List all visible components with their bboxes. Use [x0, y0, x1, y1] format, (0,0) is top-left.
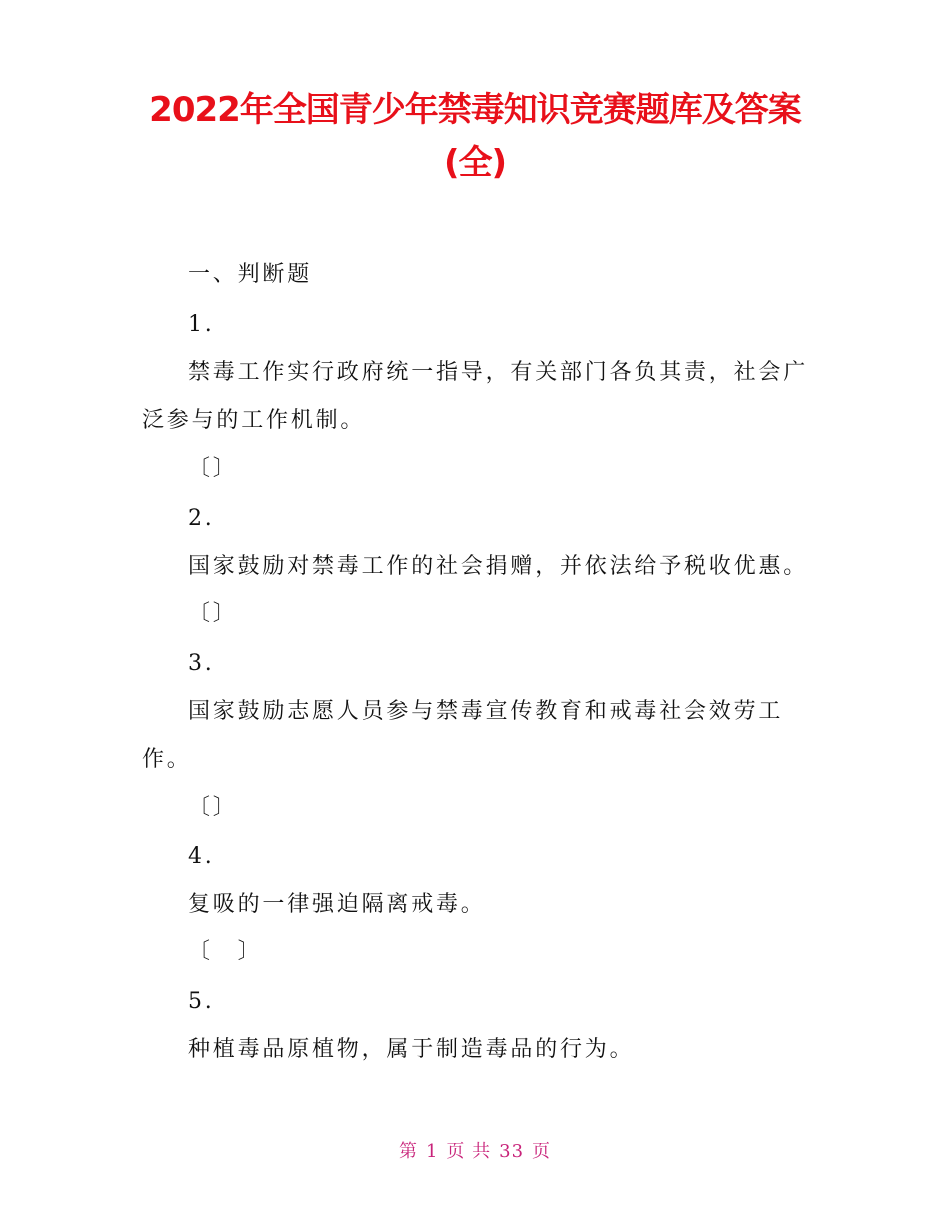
question-1-number: 1. [188, 312, 215, 337]
question-2-number: 2. [188, 506, 215, 531]
question-2-answer-bracket: 〔〕 [188, 601, 238, 626]
question-3-number: 3. [188, 651, 215, 676]
section-heading: 一、判断题 [188, 262, 313, 287]
question-2-text-line1: 国家鼓励对禁毒工作的社会捐赠，并依法给予税收优惠。 [188, 554, 809, 579]
footer-suffix: 页 [532, 1141, 552, 1162]
document-title-line1: 2022年全国青少年禁毒知识竞赛题库及答案 [149, 90, 801, 130]
question-1-text-line2: 泛参与的工作机制。 [142, 408, 366, 433]
question-5-text-line1: 种植毒品原植物，属于制造毒品的行为。 [188, 1037, 635, 1062]
page-footer [0, 1137, 950, 1163]
question-3-answer-bracket: 〔〕 [188, 795, 238, 820]
question-4-number: 4. [188, 844, 215, 869]
question-1-answer-bracket: 〔〕 [188, 456, 238, 481]
question-4-answer-bracket: 〔 〕 [188, 939, 263, 964]
footer-middle: 页 共 [446, 1141, 492, 1162]
footer-page-number: 1 [425, 1141, 439, 1162]
question-3-text-line1: 国家鼓励志愿人员参与禁毒宣传教育和戒毒社会效劳工 [188, 699, 784, 724]
question-5-number: 5. [188, 989, 215, 1014]
document-title-line2: (全) [443, 143, 507, 183]
footer-prefix: 第 [398, 1141, 418, 1162]
question-3-text-line2: 作。 [142, 747, 192, 772]
question-4-text-line1: 复吸的一律强迫隔离戒毒。 [188, 892, 486, 917]
question-1-text-line1: 禁毒工作实行政府统一指导，有关部门各负其责，社会广 [188, 360, 809, 385]
footer-total-pages: 33 [499, 1141, 525, 1162]
